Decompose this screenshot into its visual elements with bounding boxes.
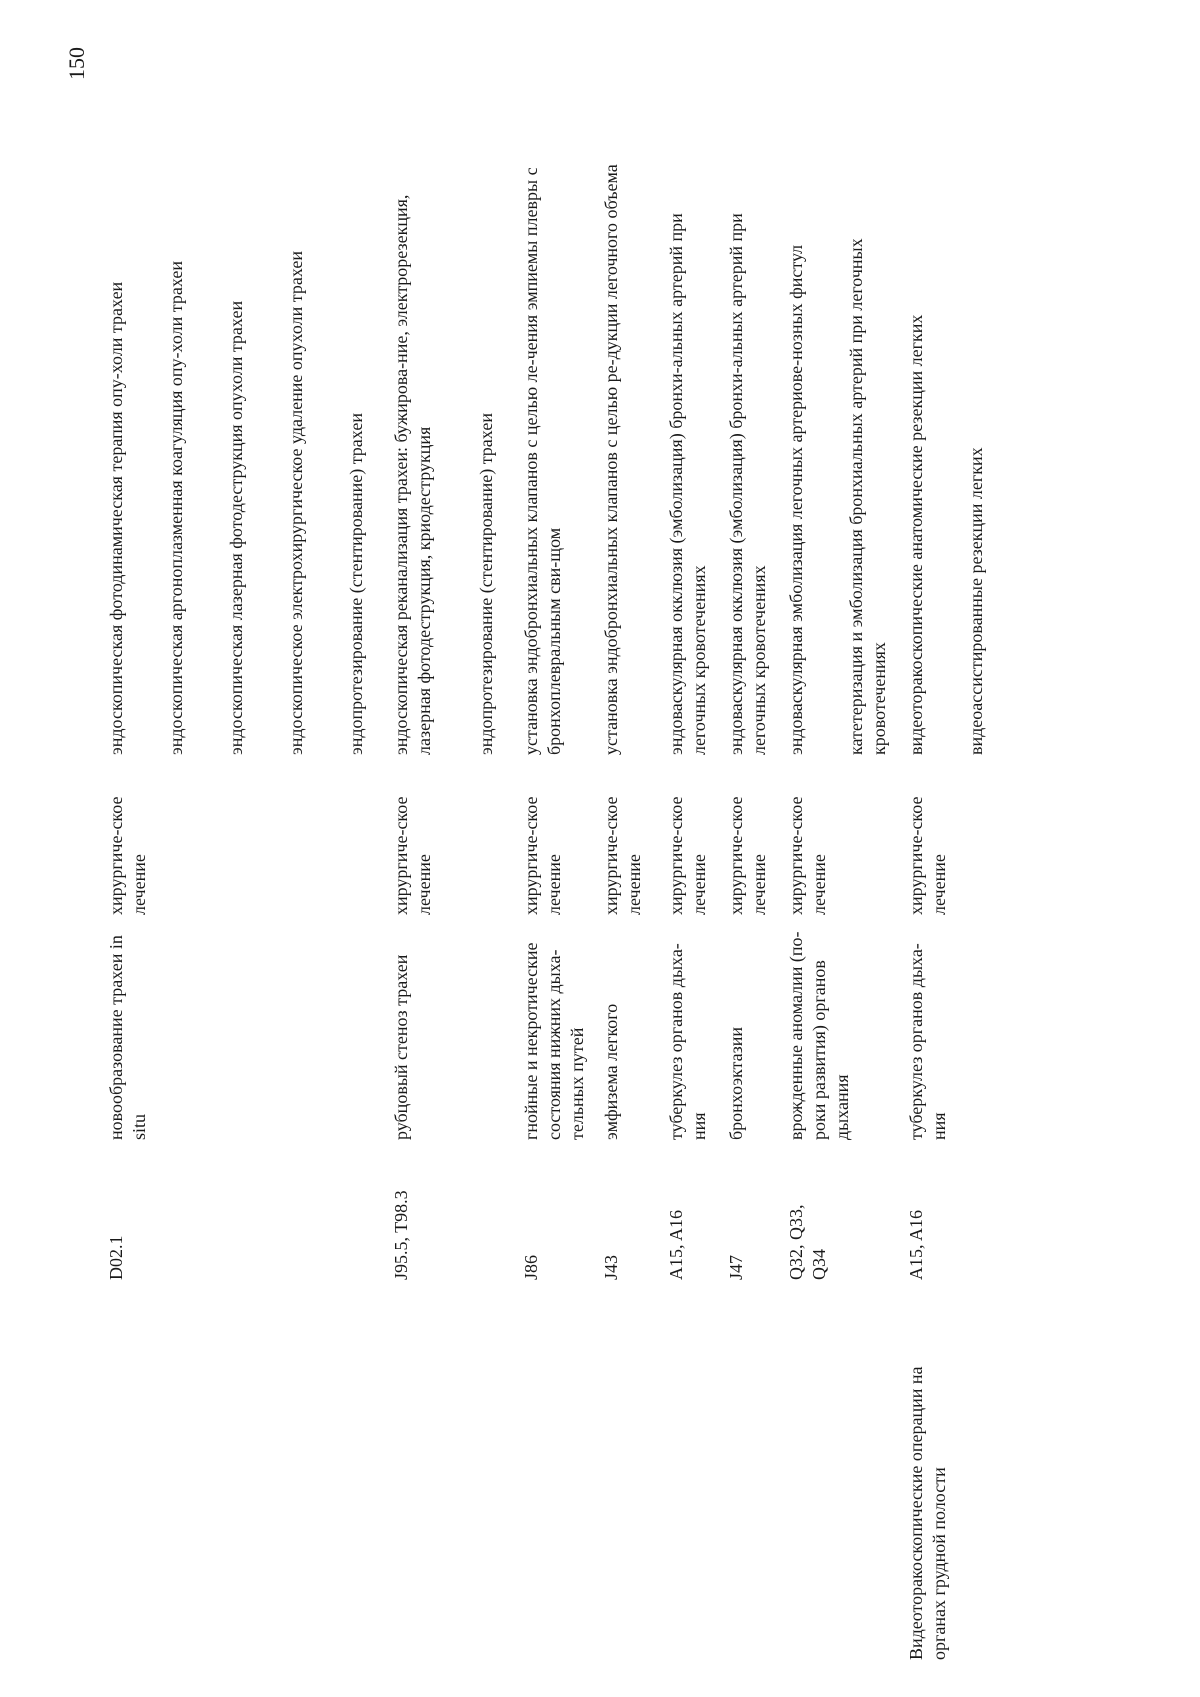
cell-code: J95.5, T98.3 <box>391 1190 411 1280</box>
cell-treatment: хирургиче-ское лечение <box>726 796 769 915</box>
cell-code: J47 <box>726 1254 746 1280</box>
cell-method: видеоторакоскопические анатомические резекции легких <box>906 314 926 755</box>
cell-treatment: хирургиче-ское лечение <box>391 796 434 915</box>
cell-treatment: хирургиче-ское лечение <box>786 796 829 915</box>
cell-code: D02.1 <box>106 1235 126 1280</box>
cell-code: A15, A16 <box>666 1209 686 1280</box>
cell-diagnosis: новообразование трахеи in situ <box>106 935 149 1140</box>
cell-method: эндопротезирование (стентирование) трахеи <box>476 413 496 755</box>
cell-method: эндоскопическая фотодинамическая терапия опу-холи трахеи <box>106 281 126 755</box>
cell-method: эндоскопическое электрохирургическое удаление опухоли трахеи <box>286 251 306 755</box>
cell-method: эндоваскулярная эмболизация легочных артериове-нозных фистул <box>786 244 806 755</box>
cell-method: эндоваскулярная окклюзия (эмболизация) бронхи-альных артерий при легочных кровотечениях <box>666 213 709 755</box>
cell-method: эндопротезирование (стентирование) трахеи <box>346 413 366 755</box>
cell-treatment: хирургиче-ское лечение <box>666 796 709 915</box>
cell-diagnosis: рубцовый стеноз трахеи <box>391 954 411 1140</box>
page-number: 150 <box>64 47 89 80</box>
rotated-table <box>100 100 1160 1660</box>
cell-method: катетеризация и эмболизация бронхиальных артерий при легочных кровотечениях <box>846 238 889 755</box>
cell-code: J43 <box>601 1254 621 1280</box>
cell-diagnosis: врожденные аномалии (по-роки развития) органов дыхания <box>786 931 852 1140</box>
cell-diagnosis: туберкулез органов дыха-ния <box>906 943 949 1140</box>
cell-diagnosis: бронхоэктазии <box>726 1026 746 1140</box>
cell-code: J86 <box>521 1254 541 1280</box>
cell-name: Видеоторакоскопические операции на органах грудной полости <box>906 1366 949 1660</box>
cell-method: эндоскопическая реканализация трахеи: бужирова-ние, электрорезекция, лазерная фотодеструкция, криодеструкция <box>391 194 434 755</box>
cell-diagnosis: эмфизема легкого <box>601 1003 621 1140</box>
cell-method: видеоассистированные резекции легких <box>966 447 986 755</box>
cell-method: эндоскопическая аргоноплазменная коагуляция опу-холи трахеи <box>166 261 186 755</box>
cell-code: Q32, Q33, Q34 <box>786 1204 829 1280</box>
cell-treatment: хирургиче-ское лечение <box>601 796 644 915</box>
cell-treatment: хирургиче-ское лечение <box>906 796 949 915</box>
cell-treatment: хирургиче-ское лечение <box>106 796 149 915</box>
cell-method: эндоскопическая лазерная фотодеструкция опухоли трахеи <box>226 300 246 755</box>
cell-treatment: хирургиче-ское лечение <box>521 796 564 915</box>
cell-code: A15, A16 <box>906 1209 926 1280</box>
cell-diagnosis: гнойные и некротические состояния нижних дыха-тельных путей <box>521 942 587 1140</box>
cell-method: эндоваскулярная окклюзия (эмболизация) бронхи-альных артерий при легочных кровотечениях <box>726 213 769 755</box>
cell-method: установка эндобронхиальных клапанов с целью ре-дукции легочного объема <box>601 164 621 755</box>
cell-method: установка эндобронхиальных клапанов с целью ле-чения эмпиемы плевры с бронхоплевральным сви-щом <box>521 167 564 755</box>
cell-diagnosis: туберкулез органов дыха-ния <box>666 943 709 1140</box>
